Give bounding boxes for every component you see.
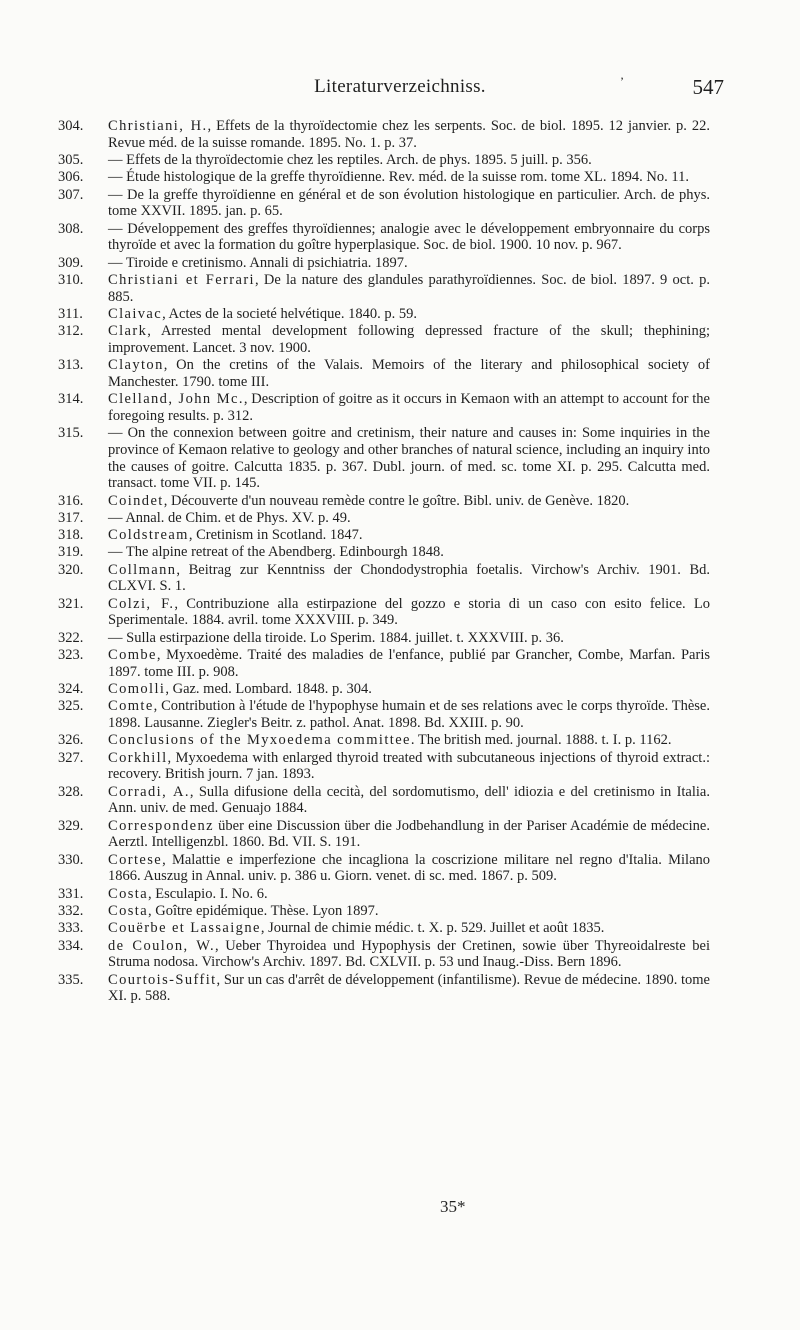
bibliography-entry — [0, 255, 710, 272]
bibliography-entry — [0, 425, 710, 492]
entry-author: Corkhill — [108, 749, 168, 766]
entry-text: — Développement des greffes thyroïdiennes; analogie avec le développement embryonnaire du corps thyroïde et avec la formation du goître hyperplasique. Soc. de biol. 1900. 10 nov. p. 967. — [108, 220, 710, 254]
entry-text: , Découverte d'un nouveau remède contre le goître. Bibl. univ. de Genève. 1820. — [163, 492, 630, 509]
entry-text: , Beitrag zur Kenntniss der Chondodystrophia foetalis. Virchow's Archiv. 1901. Bd. CLXVI. S. 1. — [108, 561, 710, 595]
entry-number: 329. — [58, 817, 84, 834]
entry-number: 308. — [58, 220, 84, 237]
entry-author: Costa — [108, 902, 149, 919]
entry-text: , Ueber Thyroidea und Hypophysis der Cretinen, sowie über Thyreoidalreste bei Struma nodosa. Virchow's Archiv. 1897. Bd. CXLVII. p. 53 und Inaug.-Diss. Bern 1896. — [108, 937, 710, 971]
bibliography-entry — [0, 118, 710, 151]
entry-text: — Tiroide e cretinismo. Annali di psichiatria. 1897. — [108, 254, 408, 271]
entry-number: 314. — [58, 391, 84, 408]
entry-number: 326. — [58, 732, 84, 749]
bibliography-entry — [0, 187, 710, 220]
entry-text: , Journal de chimie médic. t. X. p. 529. Juillet et août 1835. — [260, 920, 605, 937]
entry-text: , Esculapio. I. No. 6. — [148, 885, 268, 902]
bibliography-entry — [0, 221, 710, 254]
entry-author: Combe — [108, 647, 157, 664]
entry-author: Christiani et Ferrari — [108, 271, 255, 288]
entry-text: , Contribuzione alla estirpazione del gozzo e storia di un caso con esito felice. Lo Sperimentale. 1884. avril. tome XXXVIII. p. 349. — [108, 595, 710, 629]
entry-text: — Effets de la thyroïdectomie chez les reptiles. Arch. de phys. 1895. 5 juill. p. 356. — [108, 152, 592, 168]
bibliography-entry — [0, 784, 710, 817]
entry-text: , Description of goitre as it occurs in Kemaon with an attempt to account for the foregoing results. p. 312. — [108, 391, 710, 424]
print-mark: ’ — [620, 74, 624, 88]
bibliography-entry — [0, 903, 710, 920]
entry-number: 304. — [58, 118, 84, 134]
entry-number: 305. — [58, 152, 84, 168]
entry-number: 317. — [58, 509, 84, 526]
entry-text: , Cretinism in Scotland. 1847. — [188, 527, 363, 544]
page-number: 547 — [692, 75, 724, 99]
bibliography-entry — [0, 272, 710, 305]
entry-author: Comolli — [108, 681, 166, 698]
entry-text: , De la nature des glandules parathyroïdiennes. Soc. de biol. 1897. 9 oct. p. 885. — [108, 271, 710, 305]
entry-number: 324. — [58, 681, 84, 698]
entry-author: Claivac — [108, 305, 163, 322]
entry-number: 328. — [58, 783, 84, 800]
bibliography-entry — [0, 698, 710, 731]
bibliography-entry — [0, 493, 710, 510]
bibliography-entry — [0, 357, 710, 390]
entry-text: . The british med. journal. 1888. t. I. p. 1162. — [410, 732, 672, 749]
entry-author: Coindet — [108, 492, 164, 509]
entry-number: 333. — [58, 920, 84, 937]
entry-number: 319. — [58, 544, 84, 561]
entry-text: , Malattie e imperfezione che incagliona la coscrizione militare nel regno d'Italia. Milano 1866. Auszug in Annal. univ. p. 386 u. Giorn. venet. di sc. med. 1867. p. 509. — [108, 851, 710, 885]
bibliography-entry — [0, 920, 710, 937]
bibliography-entry — [0, 152, 710, 169]
entry-number: 325. — [58, 698, 84, 715]
entry-number: 316. — [58, 492, 84, 509]
entry-number: 331. — [58, 885, 84, 902]
entry-author: Clayton — [108, 357, 164, 374]
entry-author: Collmann — [108, 561, 177, 578]
entry-number: 321. — [58, 595, 84, 612]
bibliography-entry — [0, 306, 710, 323]
entry-author: Courtois-Suffit — [108, 971, 217, 988]
entry-number: 311. — [58, 305, 83, 322]
sheet-signature: 35* — [440, 1197, 466, 1216]
entry-author: Coldstream — [108, 527, 189, 544]
bibliography-entry — [0, 750, 710, 783]
bibliography-entry — [0, 169, 710, 186]
entry-author: Clelland, John Mc. — [108, 391, 244, 408]
entry-text: , Effets de la thyroïdectomie chez les serpents. Soc. de biol. 1895. 12 janvier. p. 22. Revue méd. de la suisse romande. 1895. No. 1. p. 37. — [108, 118, 711, 151]
entry-author: Correspondenz — [108, 817, 214, 834]
bibliography-entry — [0, 527, 710, 544]
entry-number: 327. — [58, 749, 84, 766]
entry-number: 334. — [58, 937, 84, 954]
bibliography-entry — [0, 391, 710, 424]
entry-text: — De la greffe thyroïdienne en général et de son évolution histologique en particulier. Arch. de phys. tome XXVII. 1895. jan. p. 65. — [108, 186, 710, 220]
running-title: Literaturverzeichniss. — [314, 76, 486, 97]
entry-text: — On the connexion between goitre and cretinism, their nature and causes in: Some inquiries in the province of Kemaon relative to geology and other branches of natural science, including an inquiry into the causes of goitre. Calcutta 1835. p. 367. Dubl. journ. of med. sc. tome XI. p. 295. Calcutta med. transact. tome VII. p. 145. — [108, 425, 710, 492]
bibliography-entry — [0, 886, 710, 903]
entry-text: , Actes de la societé helvétique. 1840. p. 59. — [162, 305, 417, 322]
bibliography-list — [0, 118, 800, 1006]
bibliography-entry — [0, 323, 710, 356]
entry-text: , Myxoedema with enlarged thyroid treated with subcutaneous injections of thyroid extract.: recovery. British journ. 7 jan. 1893. — [108, 749, 710, 783]
entry-number: 335. — [58, 971, 84, 988]
entry-text: , Sur un cas d'arrêt de développement (infantilisme). Revue de médecine. 1890. tome XI. p. 588. — [108, 971, 710, 1005]
bibliography-entry — [0, 596, 710, 629]
bibliography-entry — [0, 544, 710, 561]
bibliography-entry — [0, 972, 710, 1005]
bibliography-entry — [0, 510, 710, 527]
page-header — [0, 76, 800, 106]
bibliography-entry — [0, 630, 710, 647]
entry-number: 313. — [58, 357, 84, 374]
bibliography-entry — [0, 852, 710, 885]
entry-number: 309. — [58, 254, 84, 271]
bibliography-entry — [0, 681, 710, 698]
entry-text: , Myxoedème. Traité des maladies de l'enfance, publié par Grancher, Combe, Marfan. Paris 1897. tome III. p. 908. — [108, 647, 710, 680]
entry-number: 318. — [58, 527, 84, 544]
entry-author: Couërbe et Lassaigne — [108, 920, 261, 937]
entry-number: 307. — [58, 186, 84, 203]
bibliography-entry — [0, 818, 710, 851]
entry-author: Cortese — [108, 851, 163, 868]
entry-author: Clark — [108, 323, 148, 340]
bibliography-entry — [0, 732, 710, 749]
entry-text: , Contribution à l'étude de l'hypophyse humain et de ses relations avec le corps thyroïde. Thèse. 1898. Lausanne. Ziegler's Beitr. z. pathol. Anat. 1898. Bd. XXIII. p. 90. — [108, 698, 710, 732]
entry-author: Colzi, F. — [108, 595, 175, 612]
entry-number: 322. — [58, 629, 84, 646]
entry-text: — Étude histologique de la greffe thyroïdienne. Rev. méd. de la suisse rom. tome XL. 1894. No. 11. — [108, 169, 689, 186]
entry-number: 323. — [58, 647, 84, 664]
entry-text: über eine Discussion über die Jodbehandlung in der Pariser Académie de médecine. Aerztl. Intelligenzbl. 1860. Bd. VII. S. 191. — [108, 817, 710, 851]
entry-number: 330. — [58, 851, 84, 868]
entry-number: 312. — [58, 323, 84, 340]
entry-text: — Annal. de Chim. et de Phys. XV. p. 49. — [108, 509, 351, 526]
entry-number: 332. — [58, 902, 84, 919]
entry-author: Costa — [108, 885, 149, 902]
entry-number: 315. — [58, 425, 84, 442]
entry-text: , Arrested mental development following depressed fracture of the skull; thephining; improvement. Lancet. 3 nov. 1900. — [108, 323, 710, 356]
entry-author: de Coulon, W. — [108, 937, 216, 954]
entry-number: 320. — [58, 561, 84, 578]
bibliography-entry — [0, 647, 710, 680]
entry-author: Corradi, A. — [108, 783, 190, 800]
bibliography-entry — [0, 562, 710, 595]
entry-author: Comte — [108, 698, 154, 715]
entry-text: , Sulla difusione della cecità, del sordomutismo, dell' idiozia e del cretinismo in Italia. Ann. univ. de med. Genuajo 1884. — [108, 783, 710, 817]
entry-text: , Gaz. med. Lombard. 1848. p. 304. — [165, 681, 372, 698]
entry-author: Christiani, H. — [108, 118, 208, 134]
entry-text: , On the cretins of the Valais. Memoirs of the literary and philosophical society of Manchester. 1790. tome III. — [108, 357, 710, 390]
entry-text: — The alpine retreat of the Abendberg. Edinbourgh 1848. — [108, 544, 444, 561]
entry-text: — Sulla estirpazione della tiroide. Lo Sperim. 1884. juillet. t. XXXVIII. p. 36. — [108, 629, 564, 646]
bibliography-entry — [0, 938, 710, 971]
entry-author: Conclusions of the Myxoedema committee — [108, 732, 411, 749]
entry-number: 310. — [58, 271, 84, 288]
entry-number: 306. — [58, 169, 84, 186]
entry-text: , Goître epidémique. Thèse. Lyon 1897. — [148, 902, 379, 919]
